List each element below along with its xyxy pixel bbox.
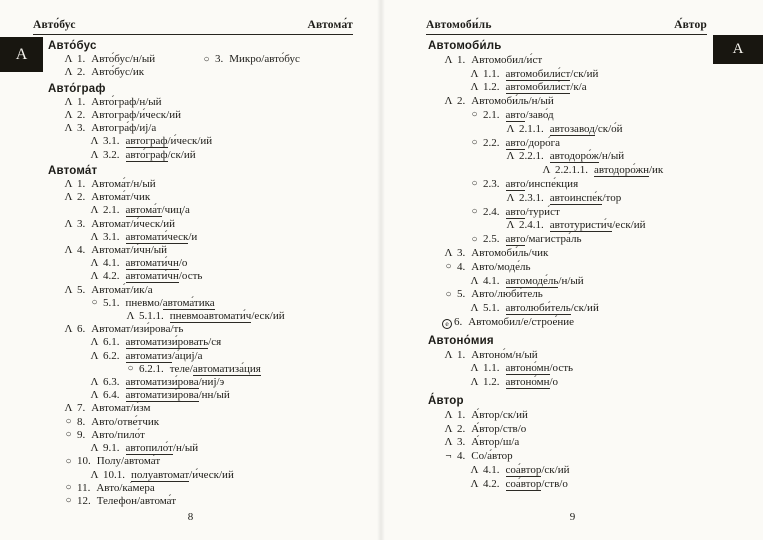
item-number: 2.3.: [483, 177, 500, 190]
item-number: 2.: [77, 66, 86, 79]
lambda-symbol-icon: Λ: [444, 408, 453, 421]
item-word: автолюби́тель/ск/ий: [505, 302, 599, 315]
running-head-left-word: Авто́бус: [33, 19, 76, 31]
lambda-symbol-icon: Λ: [542, 164, 551, 177]
tab-letter: А: [732, 41, 744, 57]
lambda-symbol-icon: Λ: [90, 349, 99, 362]
derivation-item: [200, 53, 300, 66]
item-word: Автогра́ф/иj/а: [91, 122, 157, 135]
item-word: пневмоавтомати́ч/еск/ий: [169, 310, 285, 323]
item-word: Автома́т/чик: [91, 191, 151, 204]
item-number: 2.2.1.1.: [555, 164, 588, 177]
lambda-symbol-icon: Λ: [64, 122, 73, 135]
derivation-item: [88, 270, 381, 283]
page-content: [382, 40, 763, 492]
item-number: 2.1.: [103, 204, 120, 217]
item-word: авто́граф/ск/ий: [125, 148, 196, 161]
circle-symbol-icon: ○: [65, 429, 72, 441]
page-number: 8: [187, 511, 194, 523]
lambda-symbol-icon: Λ: [470, 463, 479, 476]
item-number: 1.: [77, 53, 86, 66]
derivation-item: [88, 135, 381, 148]
derivation-item: [62, 402, 381, 415]
lambda-symbol-icon: Λ: [126, 310, 135, 323]
item-number: 3.1.: [103, 135, 120, 148]
item-word: Автомобил/и́ст: [471, 53, 543, 66]
lambda-symbol-icon: Λ: [470, 67, 479, 80]
item-number: 4.: [457, 450, 466, 463]
item-number: 3.: [457, 436, 466, 449]
item-number: 2.: [457, 95, 466, 108]
lambda-symbol-icon: Λ: [90, 230, 99, 243]
derivation-item: [62, 218, 381, 231]
item-number: 1.: [457, 53, 466, 66]
item-number: 6.: [454, 315, 463, 328]
item-number: 3.: [77, 122, 86, 135]
item-word: А́втор/ск/ий: [471, 408, 528, 421]
item-word: автома́т/чиц/а: [125, 204, 190, 217]
item-number: 11.: [77, 481, 91, 494]
derivation-item: [62, 455, 381, 468]
circle-symbol-icon: ○: [65, 455, 72, 467]
page-number: 9: [569, 511, 576, 523]
item-word: теле/автоматиза́ция: [169, 362, 261, 375]
item-number: 6.: [77, 323, 86, 336]
item-number: 5.1.: [483, 302, 500, 315]
item-word: Авто́граф/н/ый: [91, 95, 162, 108]
item-number: 3.: [77, 217, 86, 230]
item-number: 2.4.1.: [519, 219, 544, 232]
lambda-symbol-icon: Λ: [90, 376, 99, 389]
derivation-item: [62, 244, 381, 257]
lambda-symbol-icon: Λ: [444, 436, 453, 449]
page-left: [0, 0, 381, 540]
item-word: автоно́мн/о: [505, 376, 559, 389]
item-word: Авто/ка́мера: [96, 481, 155, 494]
derivation-item: [468, 464, 763, 478]
lambda-symbol-icon: Λ: [444, 53, 453, 66]
circle-symbol-icon: ○: [471, 206, 478, 218]
running-head: [426, 19, 707, 31]
item-word: авто/заво́д: [505, 108, 554, 121]
derivation-item: [442, 450, 763, 464]
corner-symbol-icon: ¬: [445, 450, 452, 463]
lambda-symbol-icon: Λ: [90, 336, 99, 349]
item-number: 5.1.: [103, 296, 120, 309]
entry-section: [48, 165, 381, 508]
item-number: 1.: [457, 348, 466, 361]
item-number: 10.1.: [103, 468, 125, 481]
item-word: полуавтомат/и́ческ/ий: [131, 468, 234, 481]
circle-symbol-icon: ○: [445, 288, 452, 300]
derivation-item: [88, 389, 381, 402]
item-word: Автограф/и́ческ/ий: [91, 109, 181, 122]
item-number: 6.3.: [103, 376, 120, 389]
item-word: А́втор/ств/о: [471, 422, 527, 435]
page-content: [0, 40, 381, 508]
item-word: автомати́чн/о: [125, 257, 188, 270]
derivation-item: [62, 109, 381, 122]
lambda-symbol-icon: Λ: [64, 95, 73, 108]
item-number: 1.1.: [483, 67, 500, 80]
item-word: автодоро́ж/н/ый: [549, 150, 625, 163]
derivation-item: [468, 233, 763, 247]
item-number: 3.1.: [103, 230, 120, 243]
item-word: Автома́т/ик/а: [91, 283, 153, 296]
derivation-item: [504, 150, 763, 164]
lambda-symbol-icon: Λ: [90, 468, 99, 481]
derivation-item: [124, 363, 381, 376]
item-word: Автоно́м/н/ый: [471, 348, 538, 361]
item-word: Авто/пило́т: [91, 428, 145, 441]
lambda-symbol-icon: Λ: [64, 244, 73, 257]
circle-e-symbol-icon: е: [442, 319, 452, 329]
circle-symbol-icon: ○: [65, 482, 72, 494]
item-number: 2.1.1.: [519, 122, 544, 135]
item-number: 7.: [77, 402, 86, 415]
item-number: 1.: [457, 408, 466, 421]
lambda-symbol-icon: Λ: [64, 109, 73, 122]
lambda-symbol-icon: Λ: [90, 270, 99, 283]
lambda-symbol-icon: Λ: [64, 66, 73, 79]
item-word: Авто́бус/н/ый: [91, 53, 156, 66]
running-head: [33, 19, 353, 31]
running-head-right-word: А́втор: [674, 19, 707, 31]
item-word: авто/магистра́ль: [505, 233, 582, 246]
item-word: Автомоби́ль/чик: [471, 246, 549, 259]
derivation-item: [442, 54, 763, 68]
item-number: 3.2.: [103, 148, 120, 161]
item-word: Автомат/и́зм: [91, 402, 151, 415]
circle-symbol-icon: ○: [471, 137, 478, 149]
item-number: 9.: [77, 428, 86, 441]
item-number: 4.2.: [483, 477, 500, 490]
lambda-symbol-icon: Λ: [506, 191, 515, 204]
derivation-item: [62, 284, 381, 297]
headword: Авто́граф: [48, 82, 106, 95]
entry-section: [428, 395, 763, 492]
item-number: 2.1.: [483, 108, 500, 121]
item-word: автомобили́ст/к/а: [505, 81, 587, 94]
derivation-item: [88, 257, 381, 270]
item-number: 2.3.1.: [519, 191, 544, 204]
derivation-item: [442, 95, 763, 109]
lambda-symbol-icon: Λ: [470, 81, 479, 94]
item-number: 4.1.: [483, 463, 500, 476]
lambda-symbol-icon: Λ: [90, 389, 99, 402]
item-number: 6.2.: [103, 349, 120, 362]
derivation-item: [468, 178, 763, 192]
derivation-item: [88, 442, 381, 455]
derivation-item: [540, 164, 763, 178]
derivation-item: [88, 336, 381, 349]
item-word: соа́втор/ств/о: [505, 477, 568, 490]
item-number: 12.: [77, 494, 91, 507]
item-word: Автомат/изи́рова/ть: [91, 323, 184, 336]
item-word: автозавод/ск/о́й: [549, 122, 623, 135]
lambda-symbol-icon: Λ: [470, 477, 479, 490]
item-word: автограф/и́ческ/ий: [125, 135, 213, 148]
item-word: Телефон/автома́т: [96, 494, 177, 507]
item-word: А́втор/ш/а: [471, 436, 520, 449]
item-word: автомати́ческ/и: [125, 230, 198, 243]
lambda-symbol-icon: Λ: [470, 376, 479, 389]
item-word: Авто/моде́ль: [471, 260, 531, 273]
derivation-item: [468, 68, 763, 82]
item-number: 3.: [457, 246, 466, 259]
item-number: 1.: [77, 95, 86, 108]
derivation-item: [62, 429, 381, 442]
item-number: 2.: [457, 422, 466, 435]
item-number: 2.: [77, 109, 86, 122]
circle-symbol-icon: ○: [203, 53, 210, 65]
lambda-symbol-icon: Λ: [64, 53, 73, 66]
headword: Авто́бус: [48, 40, 97, 52]
derivation-item: [88, 231, 381, 244]
item-word: автоинспе́к/тор: [549, 191, 622, 204]
lambda-symbol-icon: Λ: [90, 135, 99, 148]
item-word: Автома́т/н/ый: [91, 178, 156, 191]
item-word: Автомобил/е/строе́ние: [468, 315, 574, 328]
item-word: Автомоби́ль/н/ый: [471, 95, 554, 108]
item-number: 6.4.: [103, 389, 120, 402]
item-word: Микро/авто́бус: [229, 53, 300, 65]
item-number: 9.1.: [103, 442, 120, 455]
derivation-item: [504, 123, 763, 137]
lambda-symbol-icon: Λ: [444, 422, 453, 435]
derivation-item: [468, 81, 763, 95]
item-number: 3.: [215, 53, 224, 65]
item-number: 1.1.: [483, 362, 500, 375]
item-number: 4.2.: [103, 270, 120, 283]
derivation-item: [468, 478, 763, 492]
entry-section: [428, 335, 763, 390]
headword: А́втор: [428, 394, 464, 407]
circle-symbol-icon: ○: [471, 109, 478, 121]
lambda-symbol-icon: Λ: [64, 323, 73, 336]
lambda-symbol-icon: Λ: [90, 148, 99, 161]
derivation-item: [442, 316, 763, 330]
lambda-symbol-icon: Λ: [90, 204, 99, 217]
item-word: автопило́т/н/ый: [125, 442, 199, 455]
lambda-symbol-icon: Λ: [90, 442, 99, 455]
item-number: 5.1.1.: [139, 310, 164, 323]
derivation-item: [62, 122, 381, 135]
lambda-symbol-icon: Λ: [444, 95, 453, 108]
item-word: автоно́мн/ость: [505, 362, 574, 375]
circle-symbol-icon: ○: [65, 495, 72, 507]
running-head-right-word: Автома́т: [307, 19, 353, 31]
item-word: автоматизи́рова/нн/ый: [125, 389, 230, 402]
tab-letter: А: [15, 45, 28, 63]
item-number: 6.1.: [103, 336, 120, 349]
item-number: 5.: [77, 283, 86, 296]
entry-section: [48, 40, 381, 80]
item-number: 5.: [457, 288, 466, 301]
header-rule: [426, 34, 707, 35]
lambda-symbol-icon: Λ: [470, 302, 479, 315]
item-word: Автомат/и́ческ/ий: [91, 217, 176, 230]
derivation-item: [88, 469, 381, 482]
derivation-item: [442, 288, 763, 302]
item-number: 1.2.: [483, 81, 500, 94]
derivation-item: [468, 206, 763, 220]
derivation-item: [442, 247, 763, 261]
derivation-item: [62, 66, 381, 79]
derivation-item: [88, 376, 381, 389]
item-number: 4.1.: [483, 274, 500, 287]
derivation-item: [468, 362, 763, 376]
item-number: 2.4.: [483, 205, 500, 218]
lambda-symbol-icon: Λ: [64, 217, 73, 230]
derivation-item: [124, 310, 381, 323]
item-number: 2.5.: [483, 233, 500, 246]
derivation-item: [442, 423, 763, 437]
headword: Автома́т: [48, 164, 98, 177]
item-word: автомобили́ст/ск/ий: [505, 67, 599, 80]
item-word: Авто/отве́тчик: [91, 415, 160, 428]
lambda-symbol-icon: Λ: [64, 283, 73, 296]
item-word: автодоро́жн/ик: [594, 164, 664, 177]
item-word: авто/инспе́кция: [505, 177, 579, 190]
item-word: автомати́чн/ость: [125, 270, 203, 283]
item-word: автоматиз/а́циj/а: [125, 349, 203, 362]
lambda-symbol-icon: Λ: [470, 274, 479, 287]
item-word: пневмо/автома́тика: [125, 296, 215, 309]
item-number: 1.2.: [483, 376, 500, 389]
derivation-item: [468, 302, 763, 316]
derivation-item: [62, 178, 381, 191]
lambda-symbol-icon: Λ: [64, 178, 73, 191]
item-number: 10.: [77, 455, 91, 468]
derivation-item: [88, 297, 381, 310]
item-word: автоматизи́рова/ниj/э: [125, 376, 225, 389]
item-word: автоматизи́ровать/ся: [125, 336, 222, 349]
item-word: Автомат/и́чн/ый: [91, 244, 168, 257]
circle-symbol-icon: ○: [91, 297, 98, 309]
item-number: 2.2.: [483, 136, 500, 149]
derivation-item: [442, 409, 763, 423]
lambda-symbol-icon: Λ: [64, 402, 73, 415]
circle-symbol-icon: ○: [471, 178, 478, 190]
item-word: автомоде́ль/н/ый: [505, 274, 584, 287]
derivation-item: [62, 323, 381, 336]
item-number: 4.1.: [103, 257, 120, 270]
item-number: 4.: [77, 244, 86, 257]
page-right: [382, 0, 763, 540]
header-rule: [33, 34, 353, 35]
derivation-item: [88, 149, 381, 162]
lambda-symbol-icon: Λ: [444, 246, 453, 259]
item-number: 2.2.1.: [519, 150, 544, 163]
item-word: Авто/люби́тель: [471, 288, 543, 301]
item-number: 4.: [457, 260, 466, 273]
item-word: авто/тури́ст: [505, 205, 560, 218]
derivation-item: [504, 192, 763, 206]
derivation-item: [62, 96, 381, 109]
derivation-item: [88, 350, 381, 363]
lambda-symbol-icon: Λ: [506, 150, 515, 163]
item-word: автотуристи́ч/еск/ий: [549, 219, 646, 232]
derivation-item: [468, 109, 763, 123]
item-word: Полу/автома́т: [96, 455, 161, 468]
derivation-item: [468, 137, 763, 151]
entry-section: [428, 40, 763, 330]
item-number: 8.: [77, 415, 86, 428]
derivation-item: [468, 275, 763, 289]
running-head-left-word: Автомоби́ль: [426, 19, 492, 31]
entry-section: [48, 83, 381, 162]
item-number: 2.: [77, 191, 86, 204]
headword: Автоно́мия: [428, 334, 494, 347]
derivation-item: [468, 376, 763, 390]
lambda-symbol-icon: Λ: [444, 348, 453, 361]
item-word: Авто́бус/ик: [91, 66, 145, 79]
derivation-item: [62, 191, 381, 204]
derivation-item: [62, 495, 381, 508]
derivation-item: [442, 349, 763, 363]
headword: Автомоби́ль: [428, 40, 502, 52]
circle-symbol-icon: ○: [127, 363, 134, 375]
derivation-item: [88, 204, 381, 217]
derivation-item: [442, 436, 763, 450]
item-word: соа́втор/ск/ий: [505, 463, 570, 476]
lambda-symbol-icon: Λ: [90, 257, 99, 270]
circle-symbol-icon: ○: [471, 233, 478, 245]
circle-symbol-icon: ○: [65, 416, 72, 428]
lambda-symbol-icon: Λ: [506, 122, 515, 135]
derivation-item: [442, 261, 763, 275]
derivation-item: [62, 482, 381, 495]
item-word: Со/а́втор: [471, 450, 513, 463]
item-number: 6.2.1.: [139, 362, 164, 375]
lambda-symbol-icon: Λ: [64, 191, 73, 204]
derivation-item: [504, 219, 763, 233]
item-number: 1.: [77, 178, 86, 191]
circle-symbol-icon: ○: [445, 261, 452, 273]
lambda-symbol-icon: Λ: [470, 362, 479, 375]
lambda-symbol-icon: Λ: [506, 219, 515, 232]
item-word: авто/доро́га: [505, 136, 561, 149]
derivation-item: [62, 416, 381, 429]
